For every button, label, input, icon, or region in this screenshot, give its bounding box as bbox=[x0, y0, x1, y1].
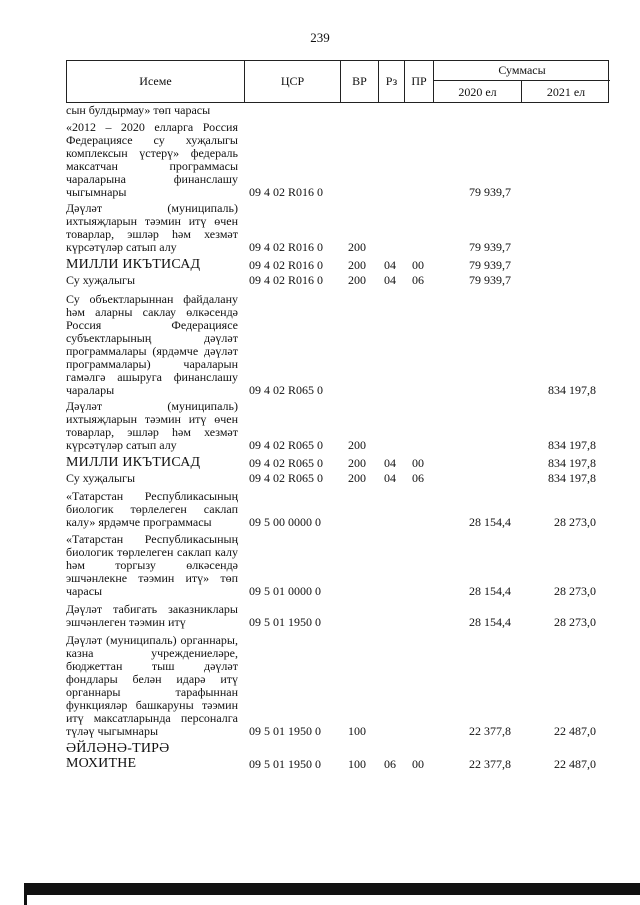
row-sum-2021: 28 273,0 bbox=[554, 515, 596, 529]
row-name: МИЛЛИ ИКЪТИСАД bbox=[66, 257, 201, 272]
row-sum-2021: 834 197,8 bbox=[548, 456, 596, 470]
row-pr: 00 bbox=[412, 258, 424, 272]
row-csr: 09 5 00 0000 0 bbox=[249, 515, 321, 529]
row-rz: 04 bbox=[384, 456, 396, 470]
row-sum-2020: 79 939,7 bbox=[469, 185, 511, 199]
row-sum-2020: 79 939,7 bbox=[469, 240, 511, 254]
table-row bbox=[66, 293, 609, 397]
row-vr: 200 bbox=[348, 273, 366, 287]
row-csr: 09 4 02 R016 0 bbox=[249, 273, 324, 287]
row-rz: 04 bbox=[384, 471, 396, 485]
row-name: Дәүләт (муниципаль) ихтыяҗларын тәэмин итү өчен товарлар, эшләр һәм хезмәт күрсәтүләр сатып алу bbox=[66, 399, 238, 452]
page-number: 239 bbox=[310, 30, 330, 45]
row-name: ӘЙЛӘНӘ-ТИРӘ МОХИТНЕ bbox=[66, 741, 170, 771]
row-pr: 06 bbox=[412, 273, 424, 287]
row-csr: 09 4 02 R065 0 bbox=[249, 383, 324, 397]
row-sum-2021: 834 197,8 bbox=[548, 383, 596, 397]
row-csr: 09 5 01 1950 0 bbox=[249, 724, 321, 738]
row-vr: 100 bbox=[348, 757, 366, 771]
row-pr: 00 bbox=[412, 456, 424, 470]
row-sum-2021: 22 487,0 bbox=[554, 724, 596, 738]
row-csr: 09 5 01 1950 0 bbox=[249, 615, 321, 629]
row-sum-2020: 28 154,4 bbox=[469, 615, 511, 629]
header-vr: ВР bbox=[341, 61, 379, 102]
table-row bbox=[66, 472, 609, 485]
row-name: «2012 – 2020 елларга Россия Федерациясе су хуҗалыгы комплексын үстерү» федераль максатчан программасы чараларына финанслашу чыгымнары bbox=[66, 120, 238, 199]
table-row bbox=[66, 634, 609, 738]
table-row bbox=[66, 257, 609, 272]
row-name: сын булдырмау» төп чарасы bbox=[66, 103, 211, 117]
row-name: Дәүләт (муниципаль) ихтыяҗларын тәэмин итү өчен товарлар, эшләр һәм хезмәт күрсәтүләр сатып алу bbox=[66, 201, 238, 254]
scan-edge-left bbox=[24, 883, 27, 905]
table-row bbox=[66, 490, 609, 529]
row-csr: 09 4 02 R016 0 bbox=[249, 258, 324, 272]
row-sum-2020: 28 154,4 bbox=[469, 584, 511, 598]
table-row bbox=[66, 202, 609, 254]
row-sum-2021: 834 197,8 bbox=[548, 438, 596, 452]
row-sum-2021: 22 487,0 bbox=[554, 757, 596, 771]
row-csr: 09 4 02 R065 0 bbox=[249, 471, 324, 485]
row-csr: 09 4 02 R065 0 bbox=[249, 438, 324, 452]
table-row bbox=[66, 104, 609, 117]
row-sum-2020: 79 939,7 bbox=[469, 273, 511, 287]
scan-edge-bottom bbox=[24, 883, 640, 895]
row-vr: 200 bbox=[348, 240, 366, 254]
row-vr: 200 bbox=[348, 471, 366, 485]
row-csr: 09 5 01 0000 0 bbox=[249, 584, 321, 598]
table-row bbox=[66, 400, 609, 452]
row-csr: 09 4 02 R016 0 bbox=[249, 240, 324, 254]
row-sum-2020: 22 377,8 bbox=[469, 757, 511, 771]
row-sum-2021: 28 273,0 bbox=[554, 615, 596, 629]
header-name: Исеме bbox=[67, 61, 245, 102]
row-name: Дәүләт табигать заказниклары эшчәнлеген тәэмин итү bbox=[66, 602, 238, 629]
row-rz: 04 bbox=[384, 258, 396, 272]
row-name: Су хуҗалыгы bbox=[66, 471, 136, 485]
header-rz: Рз bbox=[379, 61, 405, 102]
row-rz: 06 bbox=[384, 757, 396, 771]
header-pr: ПР bbox=[405, 61, 434, 102]
row-csr: 09 4 02 R065 0 bbox=[249, 456, 324, 470]
header-csr: ЦСР bbox=[245, 61, 341, 102]
table-row bbox=[66, 274, 609, 287]
row-name: «Татарстан Республикасының биологик төрлелеген саклап калу» ярдәмче программасы bbox=[66, 489, 238, 529]
header-sums: Суммасы bbox=[434, 61, 610, 81]
row-name: «Татарстан Республикасының биологик төрлелеген саклап калу һәм торгызу өлкәсендә эшчәнлекне тәэмин итү» төп чарасы bbox=[66, 532, 238, 598]
row-name: МИЛЛИ ИКЪТИСАД bbox=[66, 455, 201, 470]
row-name: Су объектларыннан файдалану һәм аларны саклау өлкәсендә Россия Федерациясе субъектларының дәүләт программалары (ярдәмче дәүләт программалары) чараларын гамәлгә ашыруга финанслашу чаралары bbox=[66, 292, 238, 397]
row-sum-2020: 79 939,7 bbox=[469, 258, 511, 272]
table-row bbox=[66, 455, 609, 470]
row-vr: 100 bbox=[348, 724, 366, 738]
row-sum-2020: 22 377,8 bbox=[469, 724, 511, 738]
row-sum-2021: 834 197,8 bbox=[548, 471, 596, 485]
table-row bbox=[66, 121, 609, 199]
row-pr: 00 bbox=[412, 757, 424, 771]
row-sum-2021: 28 273,0 bbox=[554, 584, 596, 598]
row-rz: 04 bbox=[384, 273, 396, 287]
header-year-2020: 2020 ел bbox=[434, 81, 522, 103]
row-name: Дәүләт (муниципаль) органнары, казна учреждениеләре, бюджеттан тыш дәүләт фондлары белән идарә итү органнары тарафыннан функцияләр башкаруны тәэмин итү максатларында персоналга түләү чыгымнары bbox=[66, 633, 238, 738]
row-vr: 200 bbox=[348, 456, 366, 470]
row-name: Су хуҗалыгы bbox=[66, 273, 136, 287]
table-body bbox=[66, 104, 609, 771]
table-row bbox=[66, 533, 609, 598]
row-pr: 06 bbox=[412, 471, 424, 485]
table-header bbox=[66, 60, 609, 103]
table-row bbox=[66, 603, 609, 629]
header-year-2021: 2021 ел bbox=[546, 84, 586, 99]
row-vr: 200 bbox=[348, 258, 366, 272]
row-vr: 200 bbox=[348, 438, 366, 452]
table-row bbox=[66, 741, 609, 771]
row-sum-2020: 28 154,4 bbox=[469, 515, 511, 529]
row-csr: 09 4 02 R016 0 bbox=[249, 185, 324, 199]
row-csr: 09 5 01 1950 0 bbox=[249, 757, 321, 771]
